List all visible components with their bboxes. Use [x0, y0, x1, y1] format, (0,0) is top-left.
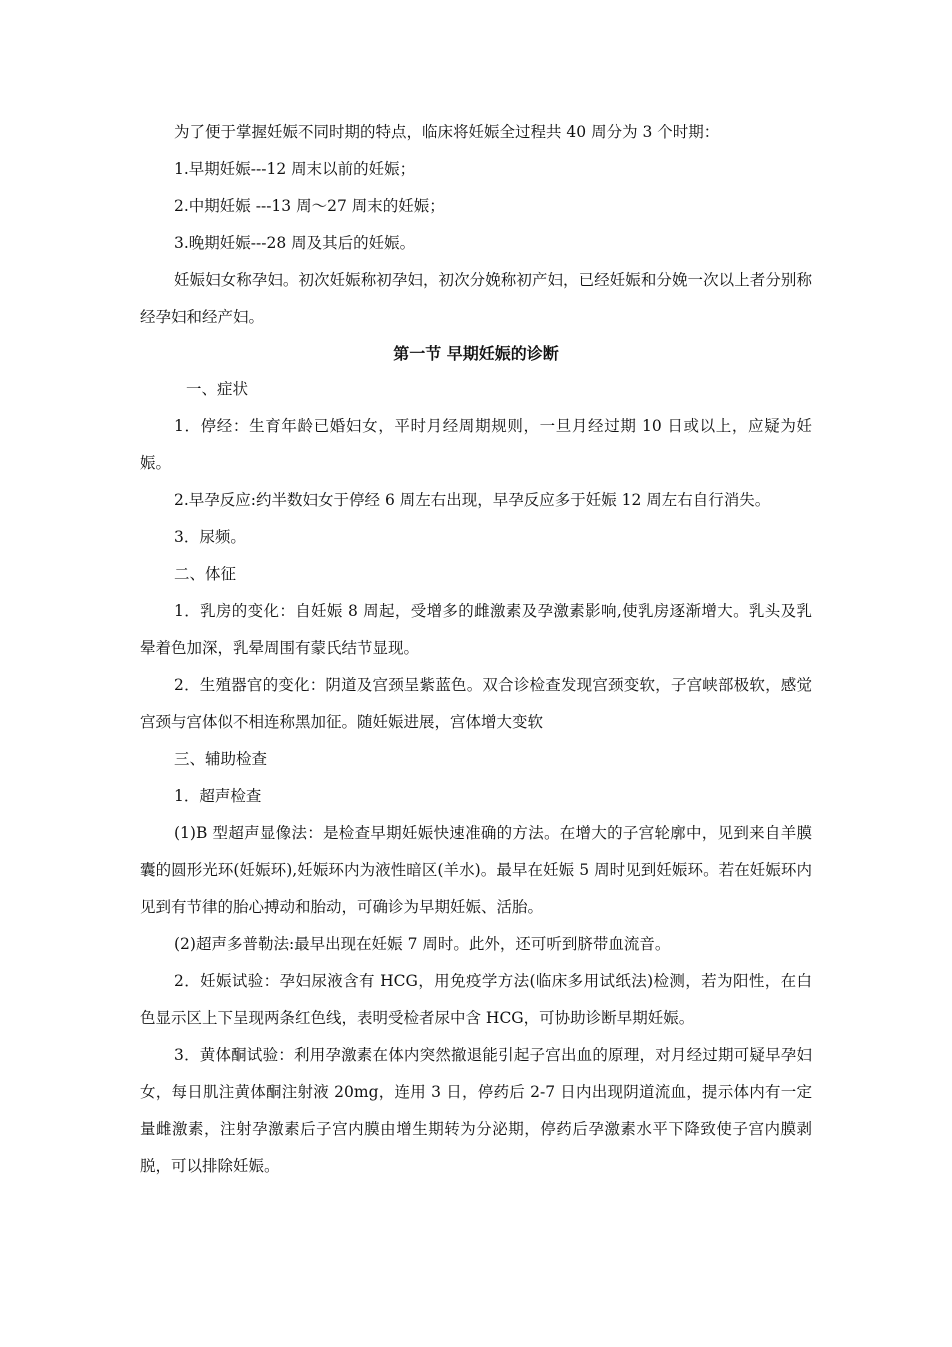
document-body — [140, 114, 812, 1185]
intro-period-late: 3.晚期妊娠---28 周及其后的妊娠。 — [174, 234, 416, 252]
symptom-item: 3．尿频。 — [174, 528, 246, 546]
heading-aux-exams: 三、辅助检查 — [174, 750, 268, 768]
section-title: 第一节 早期妊娠的诊断 — [393, 344, 559, 363]
sign-item: 2．生殖器官的变化：阴道及宫颈呈紫蓝色。双合诊检查发现宫颈变软，子宫峡部极软，感觉宫颈与宫体似不相连称黑加征。随妊娠进展，宫体增大变软 — [140, 676, 812, 731]
aux-item: 1．超声检查 — [174, 787, 262, 805]
aux-item: (1)B 型超声显像法：是检查早期妊娠快速准确的方法。在增大的子宫轮廓中，见到来自羊膜囊的圆形光环(妊娠环),妊娠环内为液性暗区(羊水)。最早在妊娠 5 周时见到妊娠环。若在妊娠环内见到有节律的胎心搏动和胎动，可确诊为早期妊娠、活胎。 — [140, 824, 812, 916]
heading-signs: 二、体征 — [174, 565, 237, 583]
symptom-item: 1．停经：生育年龄已婚妇女，平时月经周期规则，一旦月经过期 10 日或以上，应疑为妊娠。 — [140, 417, 812, 472]
intro-definitions: 妊娠妇女称孕妇。初次妊娠称初孕妇，初次分娩称初产妇，已经妊娠和分娩一次以上者分别称经孕妇和经产妇。 — [140, 271, 812, 326]
intro-period-early: 1.早期妊娠---12 周末以前的妊娠； — [174, 160, 416, 178]
aux-item: 2．妊娠试验：孕妇尿液含有 HCG，用免疫学方法(临床多用试纸法)检测，若为阳性，在白色显示区上下呈现两条红色线，表明受检者尿中含 HCG，可协助诊断早期妊娠。 — [140, 972, 812, 1027]
symptom-item: 2.早孕反应:约半数妇女于停经 6 周左右出现，早孕反应多于妊娠 12 周左右自行消失。 — [174, 491, 771, 509]
intro-period-middle: 2.中期妊娠 ---13 周～27 周末的妊娠； — [174, 197, 445, 215]
sign-item: 1．乳房的变化：自妊娠 8 周起，受增多的雌激素及孕激素影响,使乳房逐渐增大。乳头及乳晕着色加深，乳晕周围有蒙氏结节显现。 — [140, 602, 812, 657]
intro-paragraph: 为了便于掌握妊娠不同时期的特点，临床将妊娠全过程共 40 周分为 3 个时期： — [174, 123, 720, 141]
aux-item: (2)超声多普勒法:最早出现在妊娠 7 周时。此外，还可听到脐带血流音。 — [174, 935, 671, 953]
heading-symptoms: 一、症状 — [186, 380, 249, 398]
aux-item: 3．黄体酮试验：利用孕激素在体内突然撤退能引起子宫出血的原理，对月经过期可疑早孕妇女，每日肌注黄体酮注射液 20mg，连用 3 日，停药后 2-7 日内出现阴道流血，提示体内有一定量雌激素，注射孕激素后子宫内膜由增生期转为分泌期，停药后孕激素水平下降致使子宫内膜剥脱，可以排除妊娠。 — [140, 1046, 812, 1175]
